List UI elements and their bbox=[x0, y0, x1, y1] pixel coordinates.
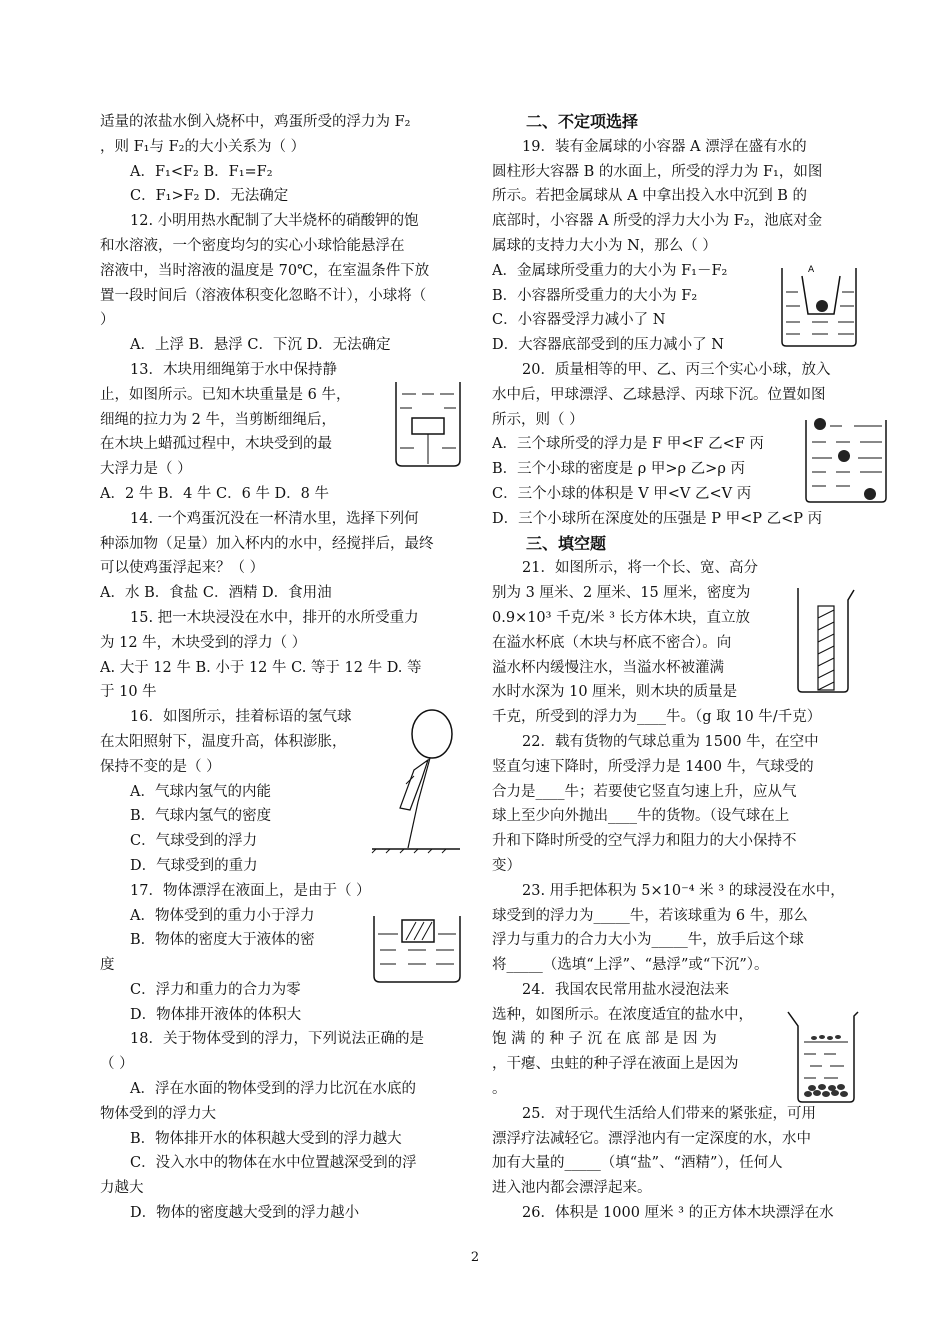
text-line: 千克，所受到的浮力为____牛。（g 取 10 牛/千克） bbox=[492, 709, 822, 726]
text-line: 球受到的浮力为_____牛，若该球重为 6 牛，那么 bbox=[492, 907, 808, 924]
text-line: ，干瘪、虫蛀的种子浮在液面上是因为 bbox=[492, 1056, 739, 1073]
text-line: 25．对于现代生活给人们带来的紧张症，可用 bbox=[522, 1105, 816, 1122]
text-line: D．物体的密度越大受到的浮力越小 bbox=[130, 1205, 360, 1222]
text-line: 在溢水杯底（木块与杯底不密合）。向 bbox=[492, 634, 732, 651]
text-line: A．上浮 B．悬浮 C．下沉 D．无法确定 bbox=[130, 337, 391, 354]
text-line: 0.9×10³ 千克/米 ³ 长方体木块，直立放 bbox=[492, 609, 750, 626]
text-line: 变） bbox=[492, 857, 521, 874]
figure-19-containers bbox=[778, 262, 860, 348]
text-line: A．气球内氢气的内能 bbox=[130, 783, 271, 800]
text-line: 水时水深为 10 厘米，则木块的质量是 bbox=[492, 684, 738, 701]
figure-20-three-balls bbox=[802, 414, 888, 504]
text-line: C．气球受到的浮力 bbox=[130, 833, 258, 850]
text-line: 26．体积是 1000 厘米 ³ 的正方体木块漂浮在水 bbox=[522, 1205, 834, 1222]
figure-17-floating-block bbox=[370, 912, 464, 984]
text-line: 保持不变的是（ ） bbox=[100, 758, 221, 775]
text-line: 饱 满 的 种 子 沉 在 底 部 是 因 为 bbox=[492, 1031, 717, 1048]
figure-16-balloon bbox=[370, 708, 462, 854]
text-line: （ ） bbox=[100, 1056, 134, 1073]
text-line: B．物体排开水的体积越大受到的浮力越大 bbox=[130, 1130, 402, 1147]
text-line: 浮力与重力的合力大小为_____牛，放手后这个球 bbox=[492, 932, 804, 949]
text-line: 度 bbox=[100, 957, 115, 974]
figure-24-seed-beaker bbox=[784, 1008, 864, 1106]
text-line: A．2 牛 B．4 牛 C．6 牛 D．8 牛 bbox=[100, 485, 330, 502]
text-line: 溶液中，当时溶液的温度是 70℃，在室温条件下放 bbox=[100, 262, 430, 279]
text-line: 合力是____牛；若要使它竖直匀速上升，应从气 bbox=[492, 783, 797, 800]
text-line: 底部时，小容器 A 所受的浮力大小为 F₂，池底对金 bbox=[492, 213, 823, 230]
text-line: 16．如图所示，挂着标语的氢气球 bbox=[130, 709, 352, 726]
left-column bbox=[100, 110, 462, 1226]
text-line: D．物体排开液体的体积大 bbox=[130, 1006, 302, 1023]
text-line: B．小容器所受重力的大小为 F₂ bbox=[492, 287, 698, 304]
text-line: B．三个小球的密度是 ρ 甲>ρ 乙>ρ 丙 bbox=[492, 461, 745, 478]
text-line: 物体受到的浮力大 bbox=[100, 1105, 216, 1122]
section-heading: 三、填空题 bbox=[526, 533, 607, 553]
text-line: C．没入水中的物体在水中位置越深受到的浮 bbox=[130, 1155, 417, 1172]
figure-21-overflow-cup bbox=[794, 586, 858, 694]
text-line: 属球的支持力大小为 N，那么（ ） bbox=[492, 237, 717, 254]
text-line: D．气球受到的重力 bbox=[130, 857, 258, 874]
page-number: 2 bbox=[470, 1250, 480, 1265]
text-line: 溢水杯内缓慢注水，当溢水杯被灌满 bbox=[492, 659, 724, 676]
text-line: A．F₁<F₂ B．F₁=F₂ bbox=[130, 163, 273, 180]
text-line: 选种，如图所示。在浓度适宜的盐水中， bbox=[492, 1006, 753, 1023]
text-line: 升和下降时所受的空气浮力和阻力的大小保持不 bbox=[492, 833, 797, 850]
text-line: A．三个球所受的浮力是 F 甲<F 乙<F 丙 bbox=[492, 436, 764, 453]
text-line: 20．质量相等的甲、乙、丙三个实心小球，放入 bbox=[522, 361, 831, 378]
text-line: D．三个小球所在深度处的压强是 P 甲<P 乙<P 丙 bbox=[492, 510, 823, 527]
text-line: C．浮力和重力的合力为零 bbox=[130, 981, 301, 998]
text-line: 加有大量的_____（填“盐”、“酒精”），任何人 bbox=[492, 1155, 783, 1172]
text-line: ） bbox=[100, 312, 115, 329]
text-line: 所示，则（ ） bbox=[492, 411, 584, 428]
text-line: A．物体受到的重力小于浮力 bbox=[130, 907, 315, 924]
text-line: 17．物体漂浮在液面上，是由于（ ） bbox=[130, 882, 371, 899]
text-line: 19．装有金属球的小容器 A 漂浮在盛有水的 bbox=[522, 138, 807, 155]
text-line: 23. 用手把体积为 5×10⁻⁴ 米 ³ 的球浸没在水中， bbox=[522, 882, 845, 899]
section-heading: 二、不定项选择 bbox=[526, 112, 639, 131]
text-line: 大浮力是（ ） bbox=[100, 461, 192, 478]
text-line: 球上至少向外抛出____牛的货物。（设气球在上 bbox=[492, 808, 790, 825]
text-line: B．物体的密度大于液体的密 bbox=[130, 932, 315, 949]
text-line: 止，如图所示。已知木块重量是 6 牛， bbox=[100, 386, 351, 403]
text-line: C．F₁>F₂ D．无法确定 bbox=[130, 188, 289, 205]
text-line: 13．木块用细绳第于水中保持静 bbox=[130, 361, 337, 378]
text-line: 细绳的拉力为 2 牛，当剪断细绳后， bbox=[100, 411, 336, 428]
text-line: 可以使鸡蛋浮起来？（ ） bbox=[100, 560, 265, 577]
text-line: 将_____（选填“上浮”、“悬浮”或“下沉”）。 bbox=[492, 957, 769, 974]
text-line: A．水 B．食盐 C．酒精 D．食用油 bbox=[100, 585, 332, 602]
text-line: 24．我国农民常用盐水浸泡法来 bbox=[522, 981, 729, 998]
text-line: 种添加物（足量）加入杯内的水中，经搅拌后，最终 bbox=[100, 535, 434, 552]
text-line: 。 bbox=[492, 1081, 507, 1098]
text-line: 18．关于物体受到的浮力，下列说法正确的是 bbox=[130, 1031, 424, 1048]
text-line: 置一段时间后（溶液体积变化忽略不计），小球将（ bbox=[100, 287, 427, 304]
text-line: D．大容器底部受到的压力减小了 N bbox=[492, 337, 724, 354]
text-line: 所示。若把金属球从 A 中拿出投入水中沉到 B 的 bbox=[492, 188, 808, 205]
text-line: ，则 F₁与 F₂的大小关系为（ ） bbox=[100, 138, 306, 155]
text-line: 和水溶液，一个密度均匀的实心小球恰能悬浮在 bbox=[100, 237, 405, 254]
text-line: 为 12 牛，木块受到的浮力（ ） bbox=[100, 634, 307, 651]
text-line: 竖直匀速下降时，所受浮力是 1400 牛，气球受的 bbox=[492, 758, 814, 775]
text-line: 进入池内都会漂浮起来。 bbox=[492, 1180, 652, 1197]
text-line: 在太阳照射下，温度升高，体积澎胀， bbox=[100, 733, 347, 750]
text-line: A．金属球所受重力的大小为 F₁－F₂ bbox=[492, 262, 728, 279]
text-line: A．浮在水面的物体受到的浮力比沉在水底的 bbox=[130, 1081, 416, 1098]
figure-19-label: A bbox=[808, 265, 815, 275]
figure-13-beaker-block bbox=[392, 380, 464, 470]
text-line: 在木块上蜡孤过程中，木块受到的最 bbox=[100, 436, 332, 453]
text-line: 22．载有货物的气球总重为 1500 牛，在空中 bbox=[522, 733, 819, 750]
text-line: 别为 3 厘米、2 厘米、15 厘米，密度为 bbox=[492, 585, 751, 602]
text-line: A. 大于 12 牛 B. 小于 12 牛 C. 等于 12 牛 D. 等 bbox=[100, 659, 422, 676]
text-line: 21．如图所示，将一个长、宽、高分 bbox=[522, 560, 758, 577]
text-line: 14. 一个鸡蛋沉没在一杯清水里，选择下列何 bbox=[130, 510, 419, 527]
text-line: B．气球内氢气的密度 bbox=[130, 808, 272, 825]
text-line: 于 10 牛 bbox=[100, 684, 157, 701]
text-line: 力越大 bbox=[100, 1180, 144, 1197]
text-line: C．三个小球的体积是 V 甲<V 乙<V 丙 bbox=[492, 485, 752, 502]
text-line: 水中后，甲球漂浮、乙球悬浮、丙球下沉。位置如图 bbox=[492, 386, 826, 403]
text-line: C．小容器受浮力减小了 N bbox=[492, 312, 666, 329]
text-line: 适量的浓盐水倒入烧杯中，鸡蛋所受的浮力为 F₂ bbox=[100, 114, 411, 130]
text-line: 15. 把一木块浸没在水中，排开的水所受重力 bbox=[130, 609, 419, 626]
text-line: 圆柱形大容器 B 的水面上，所受的浮力为 F₁，如图 bbox=[492, 163, 823, 180]
text-line: 漂浮疗法减轻它。漂浮池内有一定深度的水，水中 bbox=[492, 1130, 811, 1147]
text-line: 12. 小明用热水配制了大半烧杯的硝酸钾的饱 bbox=[130, 213, 419, 230]
